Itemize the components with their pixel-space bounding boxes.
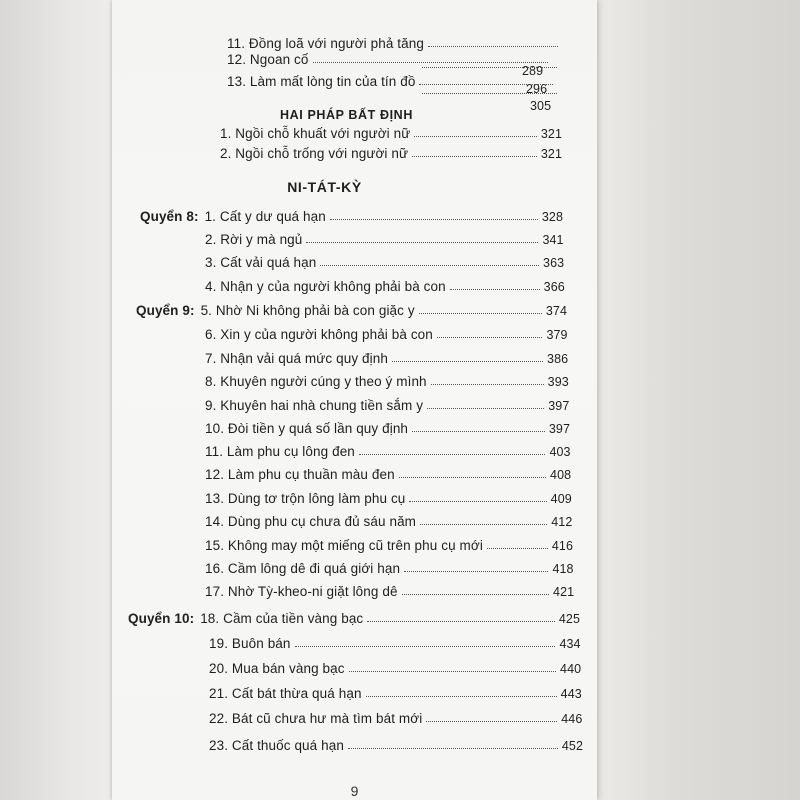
toc-page-number: 386 <box>547 352 569 366</box>
toc-entry <box>205 374 569 389</box>
dot-leader <box>313 61 548 63</box>
dot-leader <box>428 45 558 47</box>
toc-entry-label: 16. Cầm lông dê đi quá giới hạn <box>205 561 401 576</box>
dot-leader <box>414 135 536 137</box>
toc-page-number: 393 <box>547 375 569 389</box>
toc-entry-label: 9. Khuyên hai nhà chung tiền sắm y <box>205 398 424 413</box>
dot-leader <box>412 430 545 432</box>
section-heading: NI-TÁT-KỲ <box>287 179 362 195</box>
dot-leader <box>450 288 540 290</box>
dot-leader <box>367 620 555 622</box>
toc-entry-label: 12. Làm phu cụ thuần màu đen <box>205 467 395 482</box>
volume-label: Quyển 10: <box>128 611 195 626</box>
toc-entry <box>209 711 582 726</box>
toc-entry-label: 20. Mua bán vàng bạc <box>209 661 345 676</box>
toc-page-number: 374 <box>545 304 567 318</box>
toc-entry-label: 7. Nhận vải quá mức quy định <box>205 351 388 366</box>
toc-entry <box>220 126 562 141</box>
toc-entry-label: 10. Đòi tiền y quá số lần quy định <box>205 421 409 436</box>
toc-entry <box>209 738 583 753</box>
toc-page-number: 328 <box>541 210 563 224</box>
toc-entry <box>205 421 570 436</box>
toc-entry <box>205 351 568 366</box>
toc-page-number: 397 <box>548 399 570 413</box>
toc-entry <box>209 661 581 676</box>
dot-leader <box>366 695 557 697</box>
toc-page-number: 440 <box>560 662 582 676</box>
toc-entry-label: 6. Xin y của người không phải bà con <box>205 327 433 342</box>
toc-entry <box>205 398 569 413</box>
toc-page-number: 363 <box>543 256 565 270</box>
toc-entry-label: 8. Khuyên người cúng y theo ý mình <box>205 374 427 389</box>
toc-entry <box>140 209 563 224</box>
toc-entry-label: 19. Buôn bán <box>209 636 291 651</box>
dot-leader <box>422 92 557 94</box>
toc-entry <box>205 444 571 459</box>
page-number: 9 <box>350 783 359 799</box>
dot-leader <box>419 83 553 85</box>
dot-leader <box>420 523 547 525</box>
background-right <box>585 0 800 800</box>
volume-label: Quyển 8: <box>140 209 199 224</box>
volume-label: Quyển 9: <box>136 303 195 318</box>
toc-entry-label: 11. Đồng loã với người phả tăng <box>227 36 424 51</box>
toc-entry-label: 2. Rời y mà ngủ <box>205 232 303 247</box>
toc-entry <box>205 514 572 529</box>
toc-entry <box>209 686 582 701</box>
toc-entry-label: 11. Làm phu cụ lông đen <box>205 444 355 459</box>
dot-leader <box>427 407 544 409</box>
toc-page-number: 408 <box>550 468 572 482</box>
dot-leader <box>349 670 556 672</box>
toc-entry-label: 1. Ngồi chỗ khuất với người nữ <box>220 126 411 141</box>
toc-entry <box>136 303 567 318</box>
toc-page-number: 379 <box>546 328 568 342</box>
toc-entry-label: 14. Dùng phu cụ chưa đủ sáu năm <box>205 514 417 529</box>
dot-leader <box>419 312 542 314</box>
toc-page-number: 289 <box>522 64 544 78</box>
toc-page-number: 296 <box>526 82 548 96</box>
toc-entry <box>205 232 564 247</box>
toc-entry-label: 12. Ngoan cố <box>227 52 309 67</box>
toc-entry-label: 13. Dùng tơ trộn lông làm phu cụ <box>205 491 406 506</box>
toc-entry <box>205 584 574 599</box>
background-left <box>0 0 118 800</box>
toc-entry <box>205 327 568 342</box>
toc-entry <box>227 36 562 51</box>
toc-page-number: 452 <box>561 739 583 753</box>
toc-entry <box>205 255 564 270</box>
toc-page-number: 305 <box>530 99 552 113</box>
toc-page-number: 397 <box>548 422 570 436</box>
toc-entry-label: 22. Bát cũ chưa hư mà tìm bát mới <box>209 711 423 726</box>
section-heading: HAI PHÁP BẤT ĐỊNH <box>280 108 413 122</box>
toc-entry-label: 3. Cất vải quá hạn <box>205 255 317 270</box>
toc-page-number: 416 <box>551 539 573 553</box>
toc-entry-label: 23. Cất thuốc quá hạn <box>209 738 344 753</box>
toc-entry <box>205 538 573 553</box>
dot-leader <box>487 547 548 549</box>
dot-leader <box>348 747 558 749</box>
dot-leader <box>330 218 538 220</box>
toc-entry <box>205 561 574 576</box>
toc-entry-label: 5. Nhờ Ni không phải bà con giặc y <box>200 303 415 318</box>
toc-page-number: 321 <box>540 127 562 141</box>
dot-leader <box>412 155 537 157</box>
toc-entry <box>220 146 562 161</box>
toc-entry <box>205 491 572 506</box>
toc-page-number: 418 <box>552 562 574 576</box>
toc-entry <box>227 52 552 67</box>
dot-leader <box>431 383 544 385</box>
toc-page-number: 321 <box>540 147 562 161</box>
dot-leader <box>306 241 538 243</box>
toc-entry-label: 21. Cất bát thừa quá hạn <box>209 686 362 701</box>
toc-entry-label: 15. Không may một miếng cũ trên phu cụ mới <box>205 538 483 553</box>
toc-entry <box>205 279 565 294</box>
dot-leader <box>402 593 549 595</box>
toc-entry <box>227 74 557 89</box>
toc-entry-label: 4. Nhận y của người không phải bà con <box>205 279 446 294</box>
dot-leader <box>437 336 543 338</box>
dot-leader <box>422 66 557 68</box>
toc-entry-label: 13. Làm mất lòng tin của tín đồ <box>227 74 416 89</box>
toc-entry-label: 17. Nhờ Tỳ-kheo-ni giặt lông dê <box>205 584 398 599</box>
book-page <box>112 0 597 800</box>
toc-page-number: 443 <box>560 687 582 701</box>
dot-leader <box>295 645 556 647</box>
toc-page-number: 412 <box>551 515 573 529</box>
toc-entry <box>209 636 581 651</box>
dot-leader <box>399 476 546 478</box>
dot-leader <box>426 720 557 722</box>
dot-leader <box>392 360 543 362</box>
dot-leader <box>320 264 539 266</box>
toc-entry <box>205 467 571 482</box>
toc-entry-label: 18. Cầm của tiền vàng bạc <box>200 611 364 626</box>
toc-entry <box>128 611 580 626</box>
toc-entry-label: 1. Cất y dư quá hạn <box>204 209 326 224</box>
toc-page-number: 341 <box>542 233 564 247</box>
dot-leader <box>359 453 546 455</box>
toc-page-number: 421 <box>553 585 575 599</box>
toc-page-number: 425 <box>558 612 580 626</box>
toc-page-number: 366 <box>543 280 565 294</box>
toc-page-number: 434 <box>559 637 581 651</box>
toc-page-number: 403 <box>549 445 571 459</box>
dot-leader <box>404 570 548 572</box>
toc-entry-label: 2. Ngồi chỗ trống với người nữ <box>220 146 409 161</box>
toc-page-number: 409 <box>550 492 572 506</box>
toc-page-number: 446 <box>561 712 583 726</box>
dot-leader <box>409 500 546 502</box>
